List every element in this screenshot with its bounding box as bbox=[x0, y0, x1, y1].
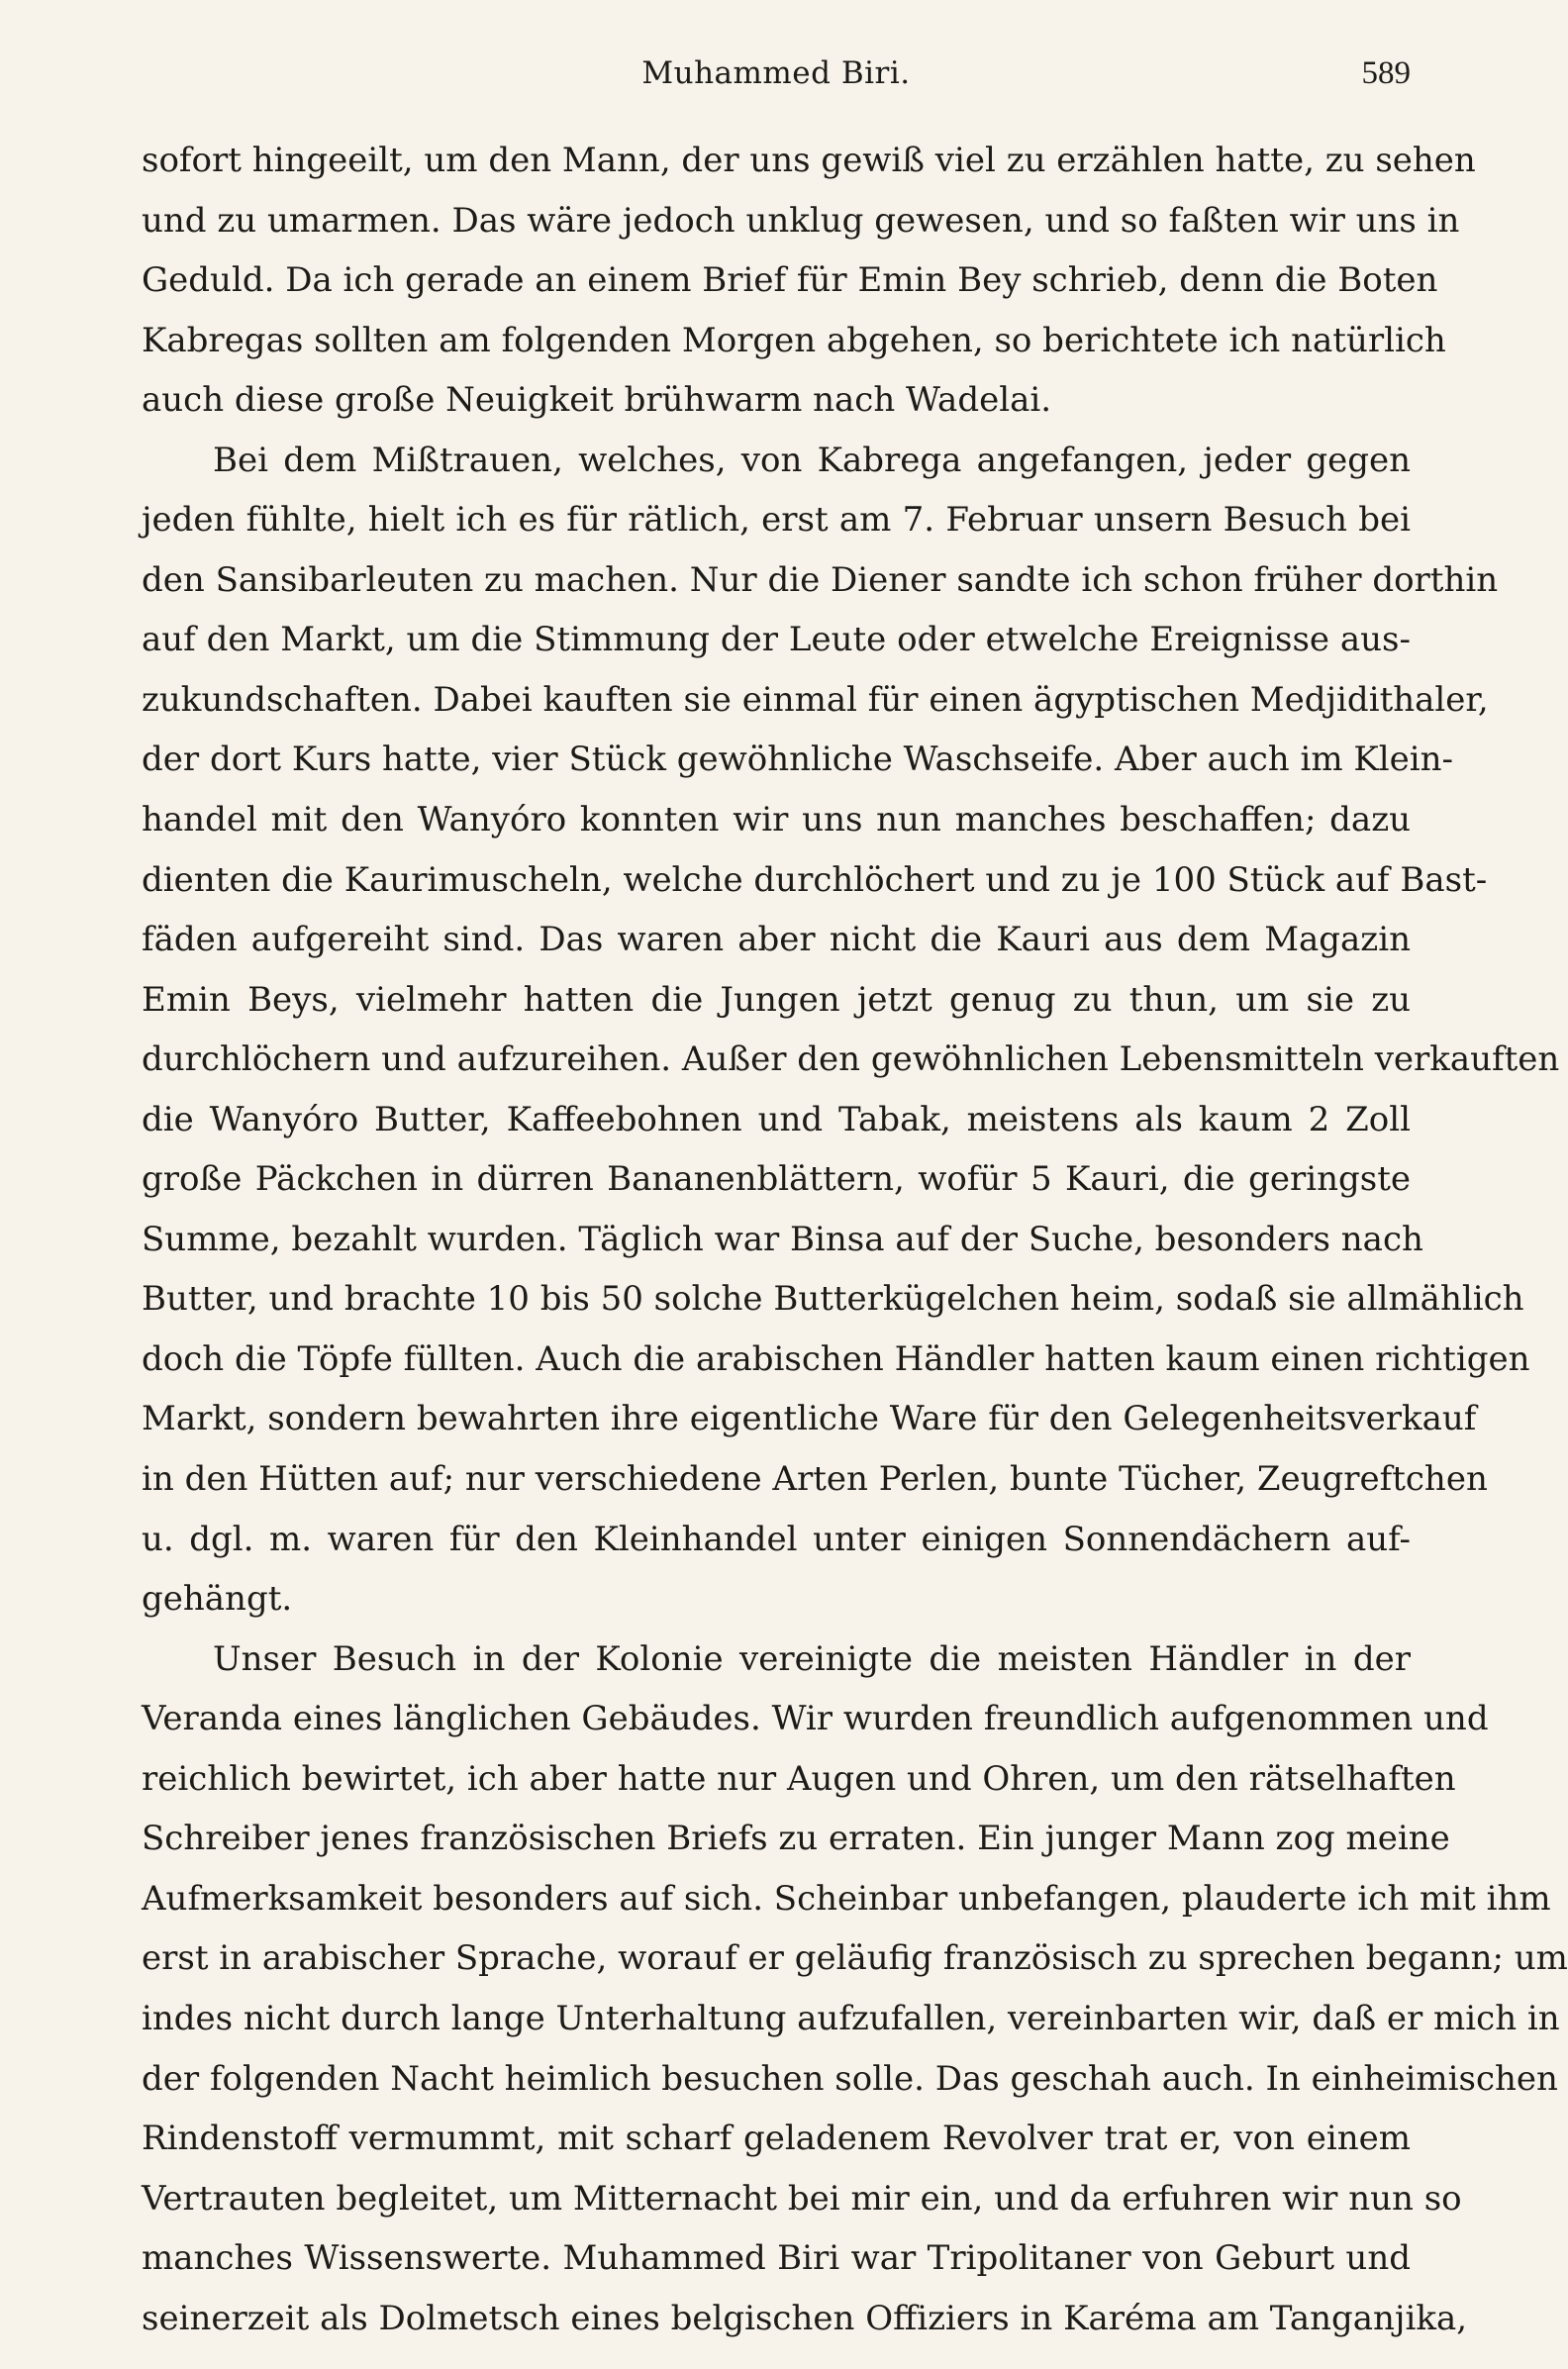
text-line: und zu umarmen. Das wäre jedoch unklug gewesen, und so faßten wir uns in bbox=[142, 200, 1460, 241]
text-line: Emin Beys, vielmehr hatten die Jungen jetzt genug zu thun, um sie zu bbox=[142, 979, 1411, 1020]
text-line: seinerzeit als Dolmetsch eines belgischen Offiziers in Karéma am Tanganjika, bbox=[142, 2298, 1468, 2338]
text-line: Geduld. Da ich gerade an einem Brief für Emin Bey schrieb, denn die Boten bbox=[142, 260, 1438, 301]
body-text bbox=[142, 131, 1568, 2348]
text-line: der folgenden Nacht heimlich besuchen solle. Das geschah auch. In einheimischen bbox=[142, 2058, 1558, 2099]
text-line: indes nicht durch lange Unterhaltung aufzufallen, vereinbarten wir, daß er mich in bbox=[142, 1998, 1560, 2038]
text-line: Summe, bezahlt wurden. Täglich war Binsa auf der Suche, besonders nach bbox=[142, 1219, 1423, 1259]
text-line: erst in arabischer Sprache, worauf er geläufig französisch zu sprechen begann; um bbox=[142, 1938, 1568, 1979]
text-line: dienten die Kaurimuscheln, welche durchlöchert und zu je 100 Stück auf Bast- bbox=[142, 859, 1488, 900]
text-line: durchlöchern und aufzureihen. Außer den gewöhnlichen Lebensmitteln verkauften bbox=[142, 1039, 1560, 1080]
text-line: reichlich bewirtet, ich aber hatte nur Augen und Ohren, um den rätselhaften bbox=[142, 1758, 1456, 1799]
text-line: doch die Töpfe füllten. Auch die arabischen Händler hatten kaum einen richtigen bbox=[142, 1338, 1530, 1379]
text-line: zukundschaften. Dabei kauften sie einmal für einen ägyptischen Medjidithaler, bbox=[142, 679, 1489, 720]
text-line: jeden fühlte, hielt ich es für rätlich, erst am 7. Februar unsern Besuch bei bbox=[142, 500, 1411, 541]
text-line: gehängt. bbox=[142, 1579, 293, 1620]
text-line: den Sansibarleuten zu machen. Nur die Diener sandte ich schon früher dorthin bbox=[142, 559, 1499, 600]
text-line: die Wanyóro Butter, Kaffeebohnen und Tabak, meistens als kaum 2 Zoll bbox=[142, 1099, 1411, 1139]
text-line: Butter, und brachte 10 bis 50 solche Butterkügelchen heim, sodaß sie allmählich bbox=[142, 1279, 1524, 1320]
text-line: in den Hütten auf; nur verschiedene Arten Perlen, bunte Tücher, Zeugreftchen bbox=[142, 1459, 1488, 1500]
text-line: Veranda eines länglichen Gebäudes. Wir wurden freundlich aufgenommen und bbox=[142, 1699, 1489, 1739]
text-line: Markt, sondern bewahrten ihre eigentliche Ware für den Gelegenheitsverkauf bbox=[142, 1399, 1477, 1439]
text-line: große Päckchen in dürren Bananenblättern, wofür 5 Kauri, die geringste bbox=[142, 1159, 1411, 1200]
text-line: auch diese große Neuigkeit brühwarm nach Wadelai. bbox=[142, 380, 1052, 421]
text-line: Vertrauten begleitet, um Mitternacht bei mir ein, und da erfuhren wir nun so bbox=[142, 2178, 1462, 2219]
text-line: sofort hingeeilt, um den Mann, der uns gewiß viel zu erzählen hatte, zu sehen bbox=[142, 141, 1476, 180]
text-line: manches Wissenswerte. Muhammed Biri war Tripolitaner von Geburt und bbox=[142, 2238, 1411, 2279]
page-number: 589 bbox=[1361, 55, 1411, 91]
text-line: der dort Kurs hatte, vier Stück gewöhnliche Waschseife. Aber auch im Klein- bbox=[142, 740, 1454, 780]
text-line: Schreiber jenes französischen Briefs zu erraten. Ein junger Mann zog meine bbox=[142, 1819, 1450, 1859]
text-line: Unser Besuch in der Kolonie vereinigte die meisten Händler in der bbox=[213, 1638, 1411, 1679]
text-line: u. dgl. m. waren für den Kleinhandel unter einigen Sonnendächern auf- bbox=[142, 1519, 1411, 1559]
text-line: Aufmerksamkeit besonders auf sich. Scheinbar unbefangen, plauderte ich mit ihm bbox=[142, 1878, 1551, 1919]
text-line: auf den Markt, um die Stimmung der Leute oder etwelche Ereignisse aus- bbox=[142, 620, 1411, 660]
text-line: Rindenstoff vermummt, mit scharf geladenem Revolver trat er, von einem bbox=[142, 2119, 1411, 2159]
running-title: Muhammed Biri. bbox=[641, 55, 911, 91]
text-line: Bei dem Mißtrauen, welches, von Kabrega angefangen, jeder gegen bbox=[213, 440, 1411, 480]
text-line: Kabregas sollten am folgenden Morgen abgehen, so berichtete ich natürlich bbox=[142, 320, 1446, 360]
text-line: handel mit den Wanyóro konnten wir uns nun manches beschaffen; dazu bbox=[142, 800, 1411, 840]
text-line: fäden aufgereiht sind. Das waren aber nicht die Kauri aus dem Magazin bbox=[142, 920, 1411, 960]
running-head bbox=[142, 55, 1411, 95]
